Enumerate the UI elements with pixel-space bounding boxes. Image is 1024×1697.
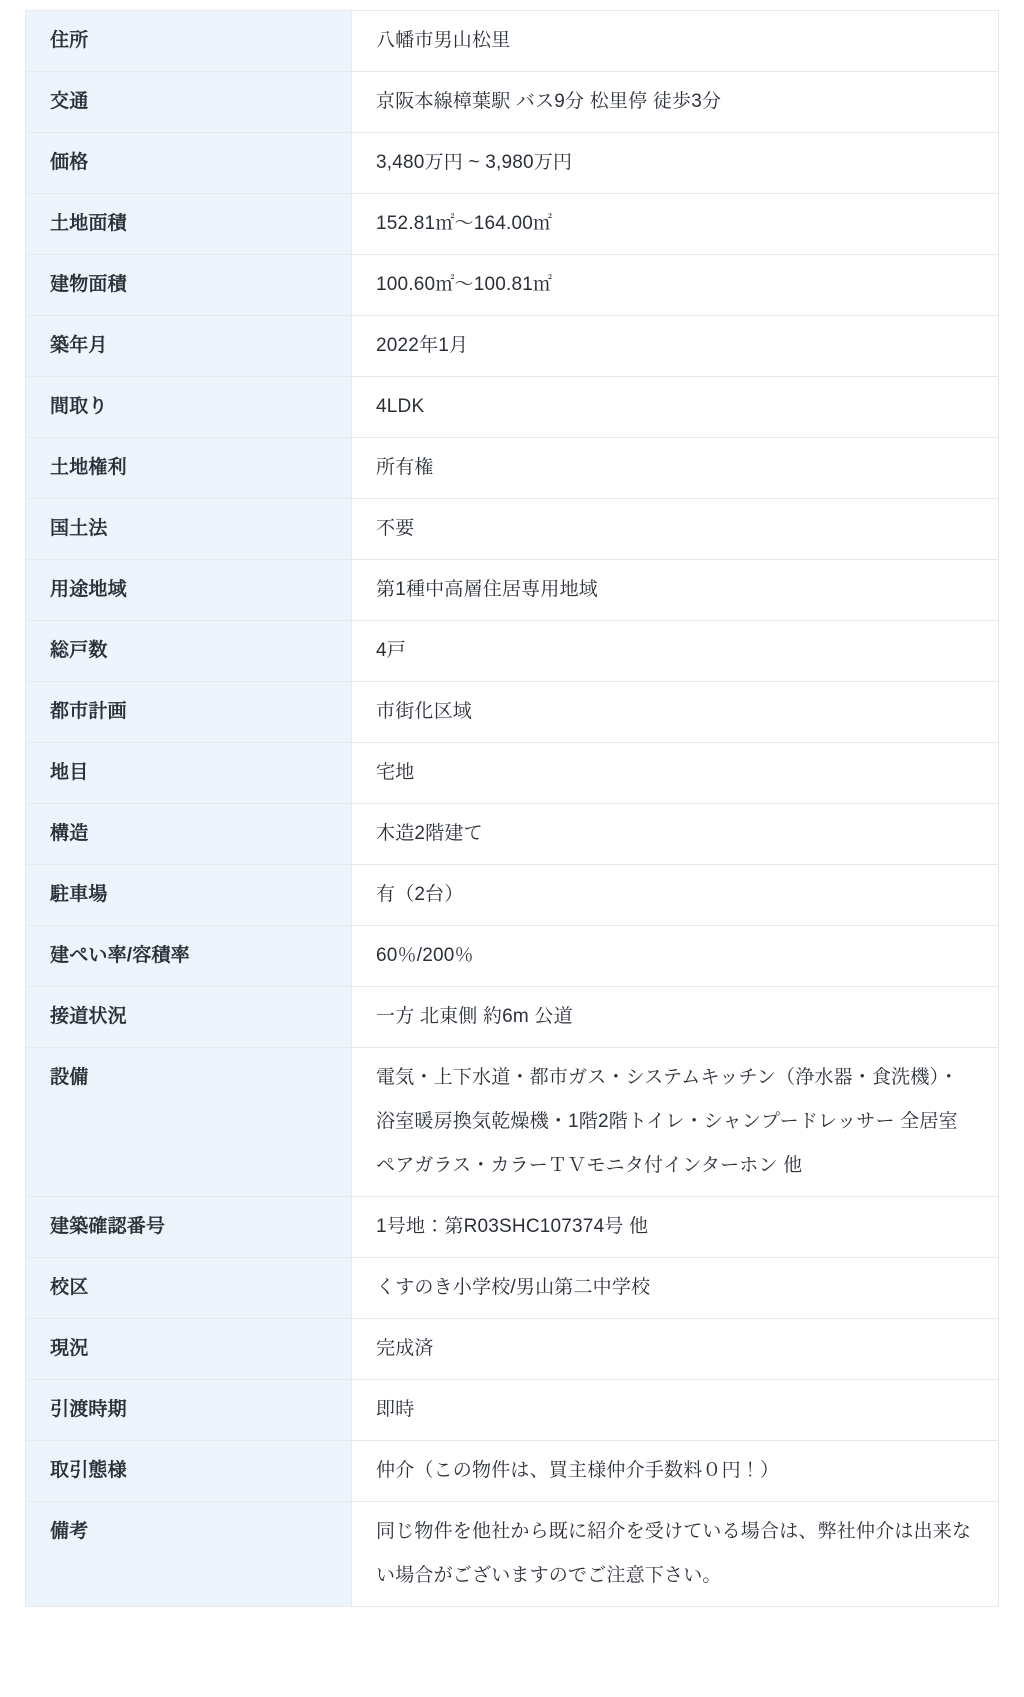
row-label: 現況 — [26, 1319, 352, 1380]
table-row — [26, 11, 999, 72]
row-label: 取引態様 — [26, 1441, 352, 1502]
row-label: 築年月 — [26, 316, 352, 377]
property-table-body — [26, 11, 999, 1607]
table-row — [26, 682, 999, 743]
row-label: 引渡時期 — [26, 1380, 352, 1441]
row-value: 宅地 — [352, 743, 999, 804]
row-value: 電気・上下水道・都市ガス・システムキッチン（浄水器・食洗機）・浴室暖房換気乾燥機・1階2階トイレ・シャンプードレッサー 全居室ペアガラス・カラーＴＶモニタ付インターホン 他 — [352, 1048, 999, 1197]
row-label: 国土法 — [26, 499, 352, 560]
row-label: 校区 — [26, 1258, 352, 1319]
row-label: 設備 — [26, 1048, 352, 1197]
row-value: 所有権 — [352, 438, 999, 499]
row-label: 駐車場 — [26, 865, 352, 926]
table-row — [26, 377, 999, 438]
property-detail-table — [25, 10, 999, 1607]
table-row — [26, 438, 999, 499]
table-row — [26, 133, 999, 194]
table-row — [26, 1197, 999, 1258]
row-value: くすのき小学校/男山第二中学校 — [352, 1258, 999, 1319]
row-value: 京阪本線樟葉駅 バス9分 松里停 徒歩3分 — [352, 72, 999, 133]
row-label: 構造 — [26, 804, 352, 865]
row-value: 1号地：第R03SHC107374号 他 — [352, 1197, 999, 1258]
table-row — [26, 1258, 999, 1319]
row-value: 100.60㎡〜100.81㎡ — [352, 255, 999, 316]
row-value: 152.81㎡〜164.00㎡ — [352, 194, 999, 255]
table-row — [26, 560, 999, 621]
row-label: 住所 — [26, 11, 352, 72]
table-row — [26, 1048, 999, 1197]
row-value: 木造2階建て — [352, 804, 999, 865]
row-value: 即時 — [352, 1380, 999, 1441]
table-row — [26, 255, 999, 316]
row-value: 一方 北東側 約6m 公道 — [352, 987, 999, 1048]
table-row — [26, 1380, 999, 1441]
row-label: 備考 — [26, 1502, 352, 1607]
row-label: 建物面積 — [26, 255, 352, 316]
row-value: 有（2台） — [352, 865, 999, 926]
table-row — [26, 865, 999, 926]
row-label: 都市計画 — [26, 682, 352, 743]
row-label: 建築確認番号 — [26, 1197, 352, 1258]
table-row — [26, 621, 999, 682]
table-row — [26, 743, 999, 804]
table-row — [26, 1502, 999, 1607]
row-value: 市街化区域 — [352, 682, 999, 743]
table-row — [26, 926, 999, 987]
row-label: 価格 — [26, 133, 352, 194]
row-value: 4戸 — [352, 621, 999, 682]
row-label: 用途地域 — [26, 560, 352, 621]
row-value: 仲介（この物件は、買主様仲介手数料０円！） — [352, 1441, 999, 1502]
row-label: 交通 — [26, 72, 352, 133]
row-value: 同じ物件を他社から既に紹介を受けている場合は、弊社仲介は出来ない場合がございますのでご注意下さい。 — [352, 1502, 999, 1607]
row-value: 60％/200％ — [352, 926, 999, 987]
row-label: 間取り — [26, 377, 352, 438]
row-value: 第1種中高層住居専用地域 — [352, 560, 999, 621]
row-label: 地目 — [26, 743, 352, 804]
table-row — [26, 194, 999, 255]
table-row — [26, 499, 999, 560]
row-value: 4LDK — [352, 377, 999, 438]
row-label: 建ぺい率/容積率 — [26, 926, 352, 987]
table-row — [26, 1441, 999, 1502]
row-value: 八幡市男山松里 — [352, 11, 999, 72]
table-row — [26, 1319, 999, 1380]
row-value: 不要 — [352, 499, 999, 560]
table-row — [26, 72, 999, 133]
table-row — [26, 987, 999, 1048]
row-label: 土地面積 — [26, 194, 352, 255]
row-label: 土地権利 — [26, 438, 352, 499]
row-label: 総戸数 — [26, 621, 352, 682]
row-value: 完成済 — [352, 1319, 999, 1380]
row-value: 2022年1月 — [352, 316, 999, 377]
row-value: 3,480万円 ~ 3,980万円 — [352, 133, 999, 194]
row-label: 接道状況 — [26, 987, 352, 1048]
table-row — [26, 804, 999, 865]
table-row — [26, 316, 999, 377]
